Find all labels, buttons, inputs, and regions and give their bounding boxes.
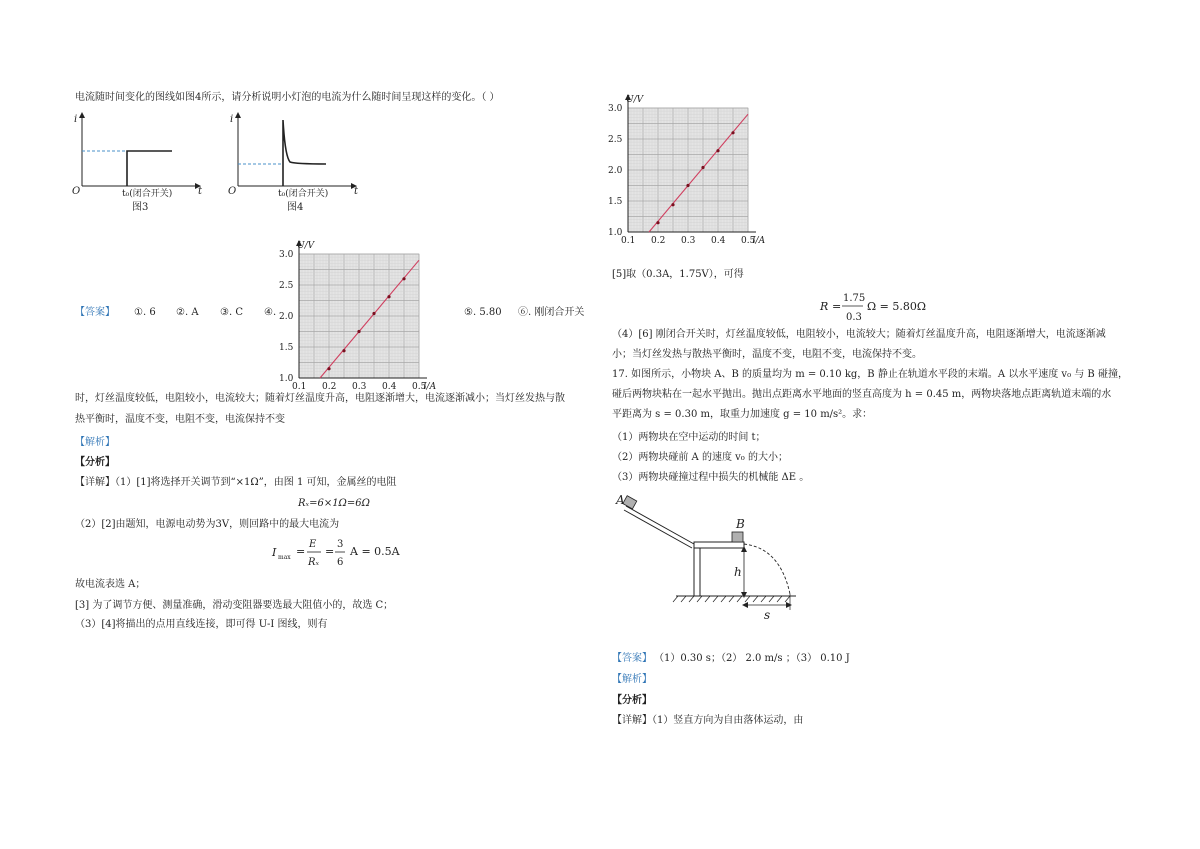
data-point — [671, 203, 674, 206]
right-para-6b: 小；当灯丝发热与散热平衡时，温度不变，电阻不变，电流保持不变。 — [612, 349, 922, 360]
eq-r-den: 0.3 — [846, 312, 862, 323]
equation-rx: Rₓ=6×1Ω=6Ω — [298, 498, 370, 509]
imax-i: I — [272, 546, 277, 559]
q17-line-3: 平距离为 s = 0.30 m，取重力加速度 g = 10 m/s²。求： — [612, 409, 873, 420]
x-tick-label: 0.4 — [711, 236, 726, 246]
x-tick-label: 0.3 — [681, 236, 696, 246]
data-point — [327, 367, 330, 370]
q17-line-1: 17. 如图所示，小物块 A、B 的质量均为 m = 0.10 kg，B 静止在轨道水平段的末端。A 以水平速度 v₀ 与 B 碰撞， — [612, 369, 1128, 380]
answer-2: ②. A — [176, 307, 199, 318]
y-tick-label: 1.5 — [608, 197, 623, 207]
imax-e: E — [309, 539, 317, 550]
y-tick-label: 2.5 — [608, 135, 623, 145]
fig4-y-label: i — [230, 114, 234, 125]
eq-r-num: 1.75 — [843, 293, 866, 304]
y-tick-label: 1.5 — [279, 343, 294, 353]
ui-graph-left — [277, 232, 437, 392]
answer-4: ④. — [264, 307, 277, 318]
fig3-t-label: t — [198, 186, 203, 197]
data-point — [357, 330, 360, 333]
imax-six: 6 — [337, 557, 344, 568]
equation-r — [820, 290, 960, 330]
fig4-t0: t₀(闭合开关) — [278, 189, 329, 199]
answer-6: ⑥. 刚闭合开关 — [518, 307, 585, 318]
data-point — [701, 166, 704, 169]
x-axis-label: I/A — [752, 236, 766, 246]
imax-rx: Rₓ — [308, 557, 320, 568]
x-tick-label: 0.4 — [382, 382, 397, 392]
label-s: s — [764, 608, 771, 622]
x-tick-label: 0.3 — [352, 382, 367, 392]
eq-r-eq: = — [832, 300, 842, 313]
y-tick-label: 2.0 — [279, 312, 294, 322]
data-point — [387, 295, 390, 298]
answer17-tag: 【答案】 — [612, 653, 652, 664]
imax-sub: max — [278, 554, 291, 561]
fig3-y-label: i — [74, 114, 78, 125]
y-tick-label: 3.0 — [608, 104, 623, 114]
y-axis-label: U/V — [297, 241, 315, 251]
detail-1: 【详解】（1）[1]将选择开关调节到“×1Ω”，由图 1 可知，金属丝的电阻 — [75, 477, 397, 488]
analysis-tag: 【解析】 — [75, 437, 115, 448]
data-point — [716, 149, 719, 152]
para-3: 故电流表选 A； — [75, 579, 146, 590]
q17-figure — [610, 494, 810, 624]
y-tick-label: 1.0 — [279, 374, 294, 384]
figure-4 — [226, 112, 359, 222]
label-a: A — [616, 493, 625, 507]
x-tick-label: 0.5 — [741, 236, 756, 246]
fenxi-tag: 【分析】 — [75, 457, 115, 468]
y-tick-label: 2.0 — [608, 166, 623, 176]
answer-line-3: 热平衡时，温度不变，电阻不变，电流保持不变 — [75, 414, 285, 425]
y-axis-label: U/V — [626, 95, 644, 105]
imax-result: A = 0.5A — [350, 545, 400, 558]
fig4-origin: O — [228, 186, 237, 197]
data-point — [686, 184, 689, 187]
data-point — [342, 349, 345, 352]
fenxi17-tag: 【分析】 — [612, 695, 652, 706]
fig3-t0: t₀(闭合开关) — [122, 189, 173, 199]
answer-tag: 【答案】 — [75, 307, 115, 318]
x-tick-label: 0.2 — [322, 382, 337, 392]
ui-graph-right — [606, 86, 766, 246]
figure-3 — [70, 112, 203, 222]
para-2: （2）[2]由题知，电源电动势为3V，则回路中的最大电流为 — [75, 519, 340, 530]
q17-sub-1: （1）两物块在空中运动的时间 t； — [612, 432, 766, 443]
fig3-caption: 图3 — [132, 202, 149, 213]
right-para-6a: （4）[6] 刚闭合开关时，灯丝温度较低，电阻较小，电流较大；随着灯丝温度升高，电阻逐渐增大，电流逐渐减 — [612, 329, 1106, 340]
data-point — [402, 277, 405, 280]
right-para-5: [5]取（0.3A，1.75V），可得 — [612, 269, 744, 280]
q17-sub-3: （3）两物块碰撞过程中损失的机械能 ΔE 。 — [612, 472, 810, 483]
equation-imax — [272, 535, 432, 575]
x-tick-label: 0.2 — [651, 236, 666, 246]
intro-text: 电流随时间变化的图线如图4所示，请分析说明小灯泡的电流为什么随时间呈现这样的变化。（ ） — [75, 92, 500, 103]
para-5: （3）[4]将描出的点用直线连接，即可得 U-I 图线，则有 — [75, 619, 328, 630]
answer-line-2: 时，灯丝温度较低，电阻较小，电流较大；随着灯丝温度升高，电阻逐渐增大，电流逐渐减小；当灯丝发热与散 — [75, 393, 565, 404]
imax-eq2: = — [325, 545, 335, 558]
answer-1: ①. 6 — [134, 307, 156, 318]
x-tick-label: 0.5 — [412, 382, 427, 392]
eq-r-r: R — [820, 300, 829, 313]
imax-three: 3 — [337, 539, 344, 550]
data-point — [656, 221, 659, 224]
x-tick-label: 0.1 — [292, 382, 307, 392]
x-tick-label: 0.1 — [621, 236, 636, 246]
label-h: h — [734, 565, 742, 579]
fig4-t-label: t — [354, 186, 359, 197]
y-tick-label: 3.0 — [279, 250, 294, 260]
fig4-caption: 图4 — [287, 202, 304, 213]
y-tick-label: 2.5 — [279, 281, 294, 291]
fig3-origin: O — [72, 186, 81, 197]
para-4: [3] 为了调节方便、测量准确，滑动变阻器要选最大阻值小的，故选 C； — [75, 600, 394, 611]
imax-eq1: = — [296, 545, 306, 558]
answer17-text: （1）0.30 s；（2） 2.0 m/s ；（3） 0.10 J — [654, 653, 850, 664]
y-tick-label: 1.0 — [608, 228, 623, 238]
x-axis-label: I/A — [423, 382, 437, 392]
answer-3: ③. C — [220, 307, 243, 318]
label-b: B — [736, 517, 745, 531]
detail17-text: 【详解】（1）竖直方向为自由落体运动，由 — [612, 715, 804, 726]
q17-sub-2: （2）两物块碰前 A 的速度 v₀ 的大小； — [612, 452, 788, 463]
answer-5: ⑤. 5.80 — [464, 307, 502, 318]
data-point — [372, 312, 375, 315]
q17-line-2: 碰后两物块粘在一起水平抛出。抛出点距离水平地面的竖直高度为 h = 0.45 m，两物块落地点距离轨道末端的水 — [612, 389, 1112, 400]
data-point — [731, 131, 734, 134]
analysis17-tag: 【解析】 — [612, 674, 652, 685]
eq-r-tail: Ω = 5.80Ω — [867, 300, 926, 313]
